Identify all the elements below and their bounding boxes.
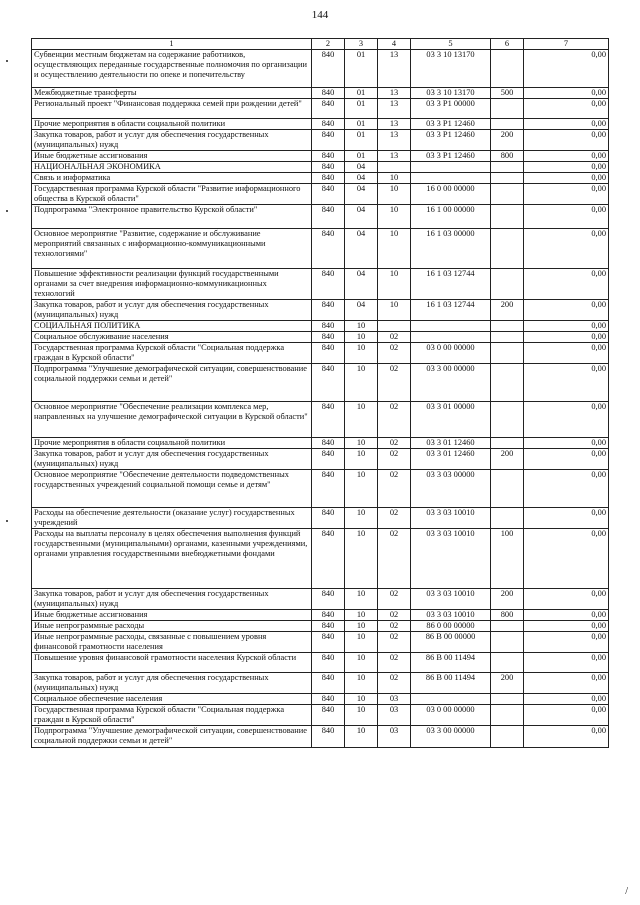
cell-name: НАЦИОНАЛЬНАЯ ЭКОНОМИКА (32, 162, 312, 173)
corner-mark: / (625, 886, 628, 897)
cell-subsection: 02 (378, 438, 411, 449)
cell-name: Государственная программа Курской области "Социальная поддержка граждан в Курской области" (32, 343, 312, 364)
cell-code: 840 (312, 632, 345, 653)
cell-subsection: 13 (378, 88, 411, 99)
cell-name: Региональный проект "Финансовая поддержка семей при рождении детей" (32, 99, 312, 119)
cell-amount: 0,00 (524, 673, 609, 694)
cell-code: 840 (312, 130, 345, 151)
cell-section: 10 (345, 343, 378, 364)
cell-subsection: 02 (378, 449, 411, 470)
cell-expense-type: 200 (491, 130, 524, 151)
cell-section: 01 (345, 50, 378, 88)
cell-name: Подпрограмма "Улучшение демографической ситуации, совершенствование социальной поддержки семьи и детей" (32, 364, 312, 402)
cell-amount: 0,00 (524, 130, 609, 151)
cell-target: 03 3 03 10010 (411, 589, 491, 610)
cell-expense-type (491, 726, 524, 748)
cell-amount: 0,00 (524, 162, 609, 173)
cell-amount: 0,00 (524, 610, 609, 621)
header-cell: 5 (411, 39, 491, 50)
cell-code: 840 (312, 726, 345, 748)
table-row (32, 438, 609, 449)
margin-mark (6, 520, 8, 522)
cell-code: 840 (312, 151, 345, 162)
cell-target: 03 3 03 10010 (411, 508, 491, 529)
cell-expense-type (491, 402, 524, 438)
cell-amount: 0,00 (524, 438, 609, 449)
cell-code: 840 (312, 610, 345, 621)
cell-amount: 0,00 (524, 364, 609, 402)
cell-target: 86 В 00 11494 (411, 673, 491, 694)
cell-code: 840 (312, 88, 345, 99)
cell-target: 03 3 10 13170 (411, 88, 491, 99)
header-cell: 2 (312, 39, 345, 50)
cell-target: 16 1 03 12744 (411, 300, 491, 321)
margin-mark (6, 60, 8, 62)
cell-target: 03 3 01 12460 (411, 449, 491, 470)
cell-section: 10 (345, 621, 378, 632)
cell-target: 03 3 Р1 00000 (411, 99, 491, 119)
cell-amount: 0,00 (524, 88, 609, 99)
cell-name: Иные бюджетные ассигнования (32, 610, 312, 621)
cell-amount: 0,00 (524, 589, 609, 610)
cell-section: 10 (345, 589, 378, 610)
cell-code: 840 (312, 705, 345, 726)
table-row (32, 621, 609, 632)
table-row (32, 229, 609, 269)
cell-subsection: 02 (378, 402, 411, 438)
cell-section: 04 (345, 173, 378, 184)
cell-name: СОЦИАЛЬНАЯ ПОЛИТИКА (32, 321, 312, 332)
cell-expense-type (491, 508, 524, 529)
cell-target: 03 3 01 00000 (411, 402, 491, 438)
cell-code: 840 (312, 449, 345, 470)
table-row (32, 705, 609, 726)
cell-name: Основное мероприятие "Развитие, содержание и обслуживание мероприятий связанных с информационно-коммуникационными технологиями" (32, 229, 312, 269)
cell-code: 840 (312, 621, 345, 632)
cell-section: 10 (345, 529, 378, 589)
table-row (32, 50, 609, 88)
cell-target (411, 173, 491, 184)
cell-target: 03 3 Р1 12460 (411, 119, 491, 130)
cell-section: 10 (345, 449, 378, 470)
cell-target: 03 3 10 13170 (411, 50, 491, 88)
table-row (32, 162, 609, 173)
cell-target: 86 0 00 00000 (411, 621, 491, 632)
cell-expense-type (491, 653, 524, 673)
cell-subsection: 13 (378, 99, 411, 119)
cell-target: 03 3 03 00000 (411, 470, 491, 508)
cell-expense-type (491, 229, 524, 269)
cell-name: Основное мероприятие "Обеспечение деятельности подведомственных государственных учреждений социальной помощи семье и детям" (32, 470, 312, 508)
cell-target (411, 321, 491, 332)
cell-name: Иные непрограммные расходы (32, 621, 312, 632)
table-row (32, 402, 609, 438)
cell-name: Подпрограмма "Электронное правительство Курской области" (32, 205, 312, 229)
table-row (32, 694, 609, 705)
cell-code: 840 (312, 589, 345, 610)
table-row (32, 130, 609, 151)
table-row (32, 364, 609, 402)
cell-expense-type (491, 438, 524, 449)
cell-target: 03 3 01 12460 (411, 438, 491, 449)
cell-section: 10 (345, 694, 378, 705)
page-number: 144 (311, 9, 329, 21)
cell-subsection: 13 (378, 151, 411, 162)
cell-amount: 0,00 (524, 321, 609, 332)
cell-amount: 0,00 (524, 173, 609, 184)
cell-subsection: 02 (378, 632, 411, 653)
table-row (32, 653, 609, 673)
cell-expense-type: 200 (491, 589, 524, 610)
cell-expense-type (491, 162, 524, 173)
cell-amount: 0,00 (524, 470, 609, 508)
cell-section: 10 (345, 705, 378, 726)
cell-name: Иные непрограммные расходы, связанные с повышением уровня финансовой грамотности населения (32, 632, 312, 653)
cell-subsection: 02 (378, 673, 411, 694)
cell-name: Закупка товаров, работ и услуг для обеспечения государственных (муниципальных) нужд (32, 589, 312, 610)
cell-expense-type (491, 321, 524, 332)
cell-target: 16 1 00 00000 (411, 205, 491, 229)
cell-amount: 0,00 (524, 119, 609, 130)
cell-expense-type (491, 173, 524, 184)
cell-section: 04 (345, 162, 378, 173)
table-row (32, 88, 609, 99)
cell-subsection: 10 (378, 173, 411, 184)
cell-expense-type (491, 119, 524, 130)
table-row (32, 470, 609, 508)
cell-code: 840 (312, 173, 345, 184)
cell-code: 840 (312, 184, 345, 205)
cell-expense-type (491, 621, 524, 632)
cell-amount: 0,00 (524, 726, 609, 748)
cell-name: Закупка товаров, работ и услуг для обеспечения государственных (муниципальных) нужд (32, 449, 312, 470)
cell-amount: 0,00 (524, 402, 609, 438)
cell-amount: 0,00 (524, 621, 609, 632)
table-row (32, 119, 609, 130)
header-cell: 4 (378, 39, 411, 50)
cell-code: 840 (312, 119, 345, 130)
cell-name: Государственная программа Курской области "Социальная поддержка граждан в Курской области" (32, 705, 312, 726)
cell-section: 10 (345, 332, 378, 343)
cell-code: 840 (312, 673, 345, 694)
budget-table (31, 38, 609, 748)
cell-expense-type (491, 205, 524, 229)
cell-target (411, 332, 491, 343)
cell-name: Социальное обеспечение населения (32, 694, 312, 705)
cell-subsection: 13 (378, 50, 411, 88)
cell-code: 840 (312, 402, 345, 438)
cell-subsection: 13 (378, 130, 411, 151)
cell-subsection: 02 (378, 621, 411, 632)
cell-expense-type (491, 332, 524, 343)
cell-code: 840 (312, 50, 345, 88)
cell-section: 10 (345, 438, 378, 449)
cell-target: 16 1 03 00000 (411, 229, 491, 269)
cell-subsection: 02 (378, 589, 411, 610)
cell-subsection: 02 (378, 508, 411, 529)
cell-section: 01 (345, 99, 378, 119)
cell-expense-type (491, 705, 524, 726)
cell-target: 03 0 00 00000 (411, 343, 491, 364)
cell-target: 03 3 Р1 12460 (411, 130, 491, 151)
cell-amount: 0,00 (524, 508, 609, 529)
cell-amount: 0,00 (524, 694, 609, 705)
cell-code: 840 (312, 438, 345, 449)
cell-target (411, 694, 491, 705)
cell-target: 03 0 00 00000 (411, 705, 491, 726)
cell-name: Прочие мероприятия в области социальной политики (32, 438, 312, 449)
cell-subsection (378, 321, 411, 332)
cell-target: 03 3 03 10010 (411, 610, 491, 621)
cell-target: 03 3 Р1 12460 (411, 151, 491, 162)
cell-name: Государственная программа Курской области "Развитие информационного общества в Курской области" (32, 184, 312, 205)
cell-code: 840 (312, 205, 345, 229)
table-row (32, 673, 609, 694)
cell-target: 86 В 00 00000 (411, 632, 491, 653)
cell-target: 03 3 00 00000 (411, 726, 491, 748)
cell-section: 10 (345, 402, 378, 438)
cell-expense-type (491, 632, 524, 653)
cell-name: Социальное обслуживание населения (32, 332, 312, 343)
cell-subsection: 02 (378, 653, 411, 673)
cell-name: Расходы на обеспечение деятельности (оказание услуг) государственных учреждений (32, 508, 312, 529)
cell-code: 840 (312, 343, 345, 364)
cell-target: 03 3 00 00000 (411, 364, 491, 402)
cell-expense-type (491, 50, 524, 88)
table-row (32, 151, 609, 162)
cell-subsection: 10 (378, 269, 411, 300)
cell-expense-type (491, 343, 524, 364)
cell-section: 10 (345, 470, 378, 508)
table-row (32, 529, 609, 589)
table-row (32, 321, 609, 332)
cell-subsection: 02 (378, 343, 411, 364)
cell-code: 840 (312, 321, 345, 332)
cell-amount: 0,00 (524, 50, 609, 88)
cell-section: 01 (345, 88, 378, 99)
cell-amount: 0,00 (524, 269, 609, 300)
cell-expense-type (491, 269, 524, 300)
cell-section: 04 (345, 184, 378, 205)
cell-name: Закупка товаров, работ и услуг для обеспечения государственных (муниципальных) нужд (32, 673, 312, 694)
cell-amount: 0,00 (524, 300, 609, 321)
cell-amount: 0,00 (524, 229, 609, 269)
cell-target: 86 В 00 11494 (411, 653, 491, 673)
table-row (32, 332, 609, 343)
cell-amount: 0,00 (524, 184, 609, 205)
cell-subsection: 02 (378, 364, 411, 402)
cell-subsection: 10 (378, 184, 411, 205)
cell-code: 840 (312, 300, 345, 321)
table-row (32, 343, 609, 364)
cell-amount: 0,00 (524, 205, 609, 229)
cell-code: 840 (312, 470, 345, 508)
cell-expense-type (491, 694, 524, 705)
cell-code: 840 (312, 332, 345, 343)
cell-section: 04 (345, 205, 378, 229)
cell-name: Закупка товаров, работ и услуг для обеспечения государственных (муниципальных) нужд (32, 300, 312, 321)
table-row (32, 184, 609, 205)
cell-subsection (378, 162, 411, 173)
cell-code: 840 (312, 269, 345, 300)
table-row (32, 610, 609, 621)
cell-section: 01 (345, 119, 378, 130)
cell-expense-type (491, 470, 524, 508)
cell-subsection: 02 (378, 332, 411, 343)
table-row (32, 449, 609, 470)
cell-amount: 0,00 (524, 632, 609, 653)
cell-section: 04 (345, 300, 378, 321)
cell-section: 10 (345, 653, 378, 673)
cell-name: Подпрограмма "Улучшение демографической ситуации, совершенствование социальной поддержки семьи и детей" (32, 726, 312, 748)
cell-expense-type (491, 99, 524, 119)
cell-expense-type: 100 (491, 529, 524, 589)
header-cell: 7 (524, 39, 609, 50)
table-row (32, 726, 609, 748)
cell-section: 01 (345, 151, 378, 162)
cell-section: 10 (345, 508, 378, 529)
cell-amount: 0,00 (524, 449, 609, 470)
cell-code: 840 (312, 99, 345, 119)
cell-subsection: 03 (378, 705, 411, 726)
header-cell: 1 (32, 39, 312, 50)
cell-expense-type: 800 (491, 610, 524, 621)
cell-amount: 0,00 (524, 653, 609, 673)
cell-section: 10 (345, 364, 378, 402)
cell-name: Межбюджетные трансферты (32, 88, 312, 99)
cell-name: Повышение уровня финансовой грамотности населения Курской области (32, 653, 312, 673)
table-row (32, 632, 609, 653)
cell-subsection: 10 (378, 205, 411, 229)
table-row (32, 508, 609, 529)
cell-code: 840 (312, 162, 345, 173)
cell-target: 16 1 03 12744 (411, 269, 491, 300)
cell-subsection: 03 (378, 726, 411, 748)
cell-target (411, 162, 491, 173)
cell-name: Иные бюджетные ассигнования (32, 151, 312, 162)
cell-expense-type: 500 (491, 88, 524, 99)
cell-subsection: 02 (378, 529, 411, 589)
cell-amount: 0,00 (524, 705, 609, 726)
cell-code: 840 (312, 364, 345, 402)
cell-code: 840 (312, 229, 345, 269)
cell-expense-type: 200 (491, 673, 524, 694)
cell-section: 10 (345, 632, 378, 653)
cell-subsection: 10 (378, 300, 411, 321)
cell-target: 16 0 00 00000 (411, 184, 491, 205)
margin-mark (6, 210, 8, 212)
cell-code: 840 (312, 653, 345, 673)
cell-name: Расходы на выплаты персоналу в целях обеспечения выполнения функций государственными (муниципальными) органами, казенными учреждениями, органами управления государственными внебюджетными фондами (32, 529, 312, 589)
cell-name: Закупка товаров, работ и услуг для обеспечения государственных (муниципальных) нужд (32, 130, 312, 151)
header-row (32, 39, 609, 50)
cell-section: 10 (345, 726, 378, 748)
cell-section: 04 (345, 269, 378, 300)
table-row (32, 205, 609, 229)
cell-section: 04 (345, 229, 378, 269)
cell-subsection: 13 (378, 119, 411, 130)
cell-amount: 0,00 (524, 99, 609, 119)
cell-expense-type (491, 364, 524, 402)
table-row (32, 173, 609, 184)
cell-amount: 0,00 (524, 151, 609, 162)
cell-amount: 0,00 (524, 343, 609, 364)
cell-amount: 0,00 (524, 332, 609, 343)
cell-subsection: 03 (378, 694, 411, 705)
cell-code: 840 (312, 694, 345, 705)
cell-target: 03 3 03 10010 (411, 529, 491, 589)
cell-subsection: 02 (378, 610, 411, 621)
cell-section: 10 (345, 673, 378, 694)
cell-name: Субвенции местным бюджетам на содержание работников, осуществляющих переданные государственные полномочия по организации и осуществлению деятельности по опеке и попечительству (32, 50, 312, 88)
table-row (32, 269, 609, 300)
header-cell: 6 (491, 39, 524, 50)
table-row (32, 300, 609, 321)
cell-name: Связь и информатика (32, 173, 312, 184)
cell-expense-type: 800 (491, 151, 524, 162)
cell-section: 10 (345, 321, 378, 332)
cell-expense-type (491, 184, 524, 205)
cell-code: 840 (312, 529, 345, 589)
cell-code: 840 (312, 508, 345, 529)
table-row (32, 589, 609, 610)
cell-section: 01 (345, 130, 378, 151)
cell-subsection: 10 (378, 229, 411, 269)
cell-expense-type: 200 (491, 449, 524, 470)
cell-section: 10 (345, 610, 378, 621)
cell-amount: 0,00 (524, 529, 609, 589)
table-row (32, 99, 609, 119)
cell-name: Прочие мероприятия в области социальной политики (32, 119, 312, 130)
cell-subsection: 02 (378, 470, 411, 508)
cell-name: Основное мероприятие "Обеспечение реализации комплекса мер, направленных на улучшение демографической ситуации в Курской области" (32, 402, 312, 438)
cell-expense-type: 200 (491, 300, 524, 321)
header-cell: 3 (345, 39, 378, 50)
cell-name: Повышение эффективности реализации функций государственными органами за счет внедрения информационно-коммуникационных технологий (32, 269, 312, 300)
